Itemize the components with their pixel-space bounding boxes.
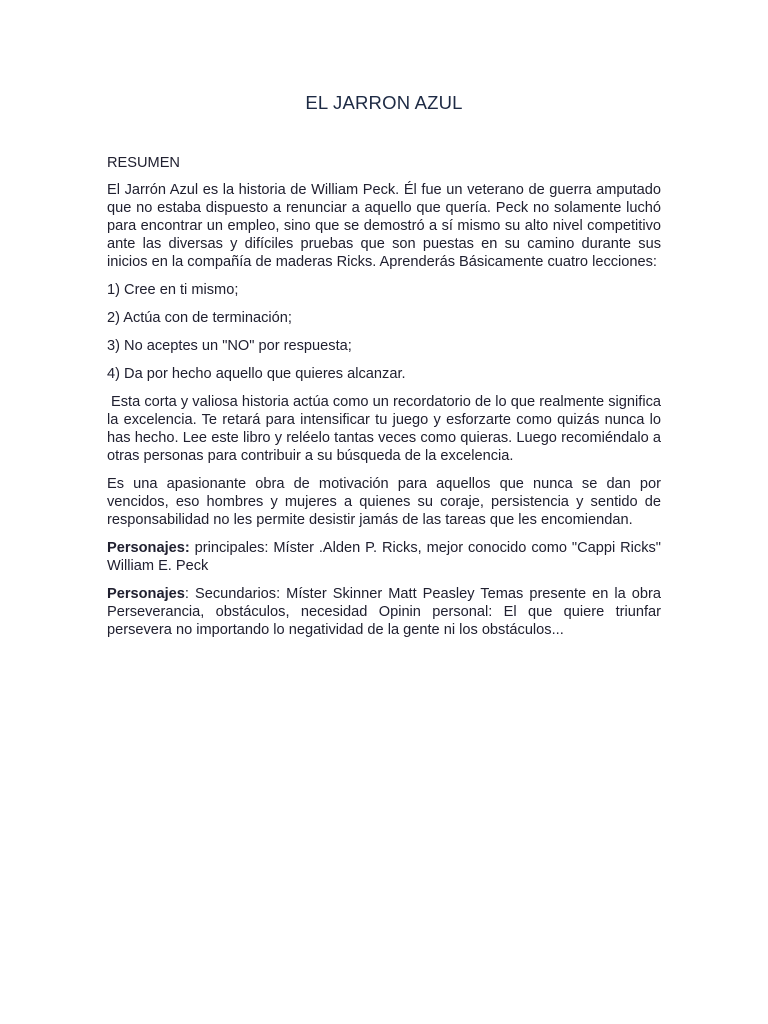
section-heading: RESUMEN xyxy=(107,155,180,171)
lesson-item-4: 4) Da por hecho aquello que quieres alcanzar. xyxy=(107,366,406,382)
excellence-paragraph: Esta corta y valiosa historia actúa como un recordatorio de lo que realmente significa la excelencia. Te retará para intensificar tu juego y esforzarte como quizás nunca lo has hecho. Lee este libro y reléelo tantas veces como quieras. Luego recomiéndalo a otras personas para contribuir a su búsqueda de la excelencia. xyxy=(107,394,661,464)
secondary-characters-label: Personajes xyxy=(107,586,185,602)
lesson-item-2: 2) Actúa con de terminación; xyxy=(107,310,292,326)
motivation-paragraph: Es una apasionante obra de motivación para aquellos que nunca se dan por vencidos, eso hombres y mujeres a quienes su coraje, persistencia y sentido de responsabilidad no les permite desistir jamás de las tareas que les encomiendan. xyxy=(107,476,661,528)
lesson-item-3: 3) No aceptes un "NO" por respuesta; xyxy=(107,338,352,354)
secondary-characters-text: : Secundarios: Míster Skinner Matt Peasley Temas presente en la obra Perseverancia, obstáculos, necesidad Opinin personal: El que quiere triunfar persevera no importando lo negatividad de la gente ni los obstáculos... xyxy=(107,586,661,638)
main-characters-paragraph xyxy=(107,539,661,575)
secondary-characters-paragraph xyxy=(107,585,661,639)
document-body xyxy=(107,154,661,649)
document-title: EL JARRON AZUL xyxy=(305,92,463,113)
main-characters-text: principales: Míster .Alden P. Ricks, mejor conocido como "Cappi Ricks" William E. Peck xyxy=(107,540,661,574)
lesson-item-1: 1) Cree en ti mismo; xyxy=(107,282,239,298)
main-characters-label: Personajes: xyxy=(107,540,190,556)
intro-paragraph: El Jarrón Azul es la historia de William Peck. Él fue un veterano de guerra amputado que no estaba dispuesto a renunciar a aquello que quería. Peck no solamente luchó para encontrar un empleo, sino que se demostró a sí mismo su alto nivel competitivo ante las diversas y difíciles pruebas que son puestas en su camino durante sus inicios en la compañía de maderas Ricks. Aprenderás Básicamente cuatro lecciones: xyxy=(107,182,661,270)
